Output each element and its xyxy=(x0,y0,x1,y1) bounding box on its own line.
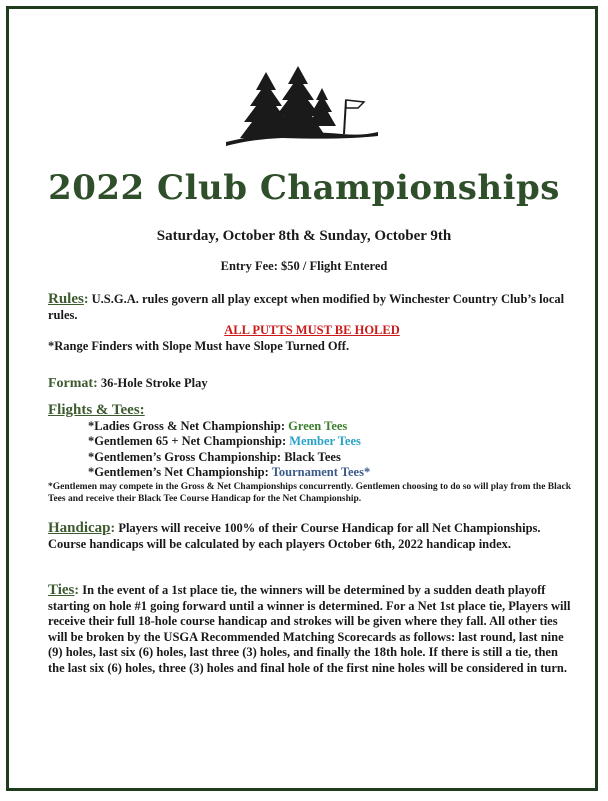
rules-text: U.S.G.A. rules govern all play except when modified by Winchester Country Club’s local rules. xyxy=(48,292,565,322)
format-section xyxy=(48,376,576,392)
flight-item: *Ladies Gross & Net Championship: Green Tees xyxy=(88,418,348,433)
ties-heading: Ties xyxy=(48,582,75,598)
pine-trees-flag-logo-icon xyxy=(222,62,382,148)
flights-section xyxy=(48,403,576,505)
flight-item: *Gentlemen 65 + Net Championship: Member Tees xyxy=(88,434,361,448)
range-finders-note: *Range Finders with Slope Must have Slope Turned Off. xyxy=(48,338,350,353)
page-title: 2022 Club Championships xyxy=(48,168,560,208)
flight-tee: Member Tees xyxy=(289,434,361,448)
format-text: 36-Hole Stroke Play xyxy=(100,376,208,390)
flight-item: *Gentlemen’s Net Championship: Tournament Tees* xyxy=(88,465,371,479)
putts-notice: ALL PUTTS MUST BE HOLED xyxy=(224,323,400,337)
flight-item: *Gentlemen’s Gross Championship: Black Tees xyxy=(88,449,341,464)
flights-note: *Gentlemen may compete in the Gross & Net Championships concurrently. Gentlemen choosing to do so will play from the Black Tees and receive their Black Tee Course Handicap for the Net Championship. xyxy=(48,481,572,504)
entry-fee: Entry Fee: $50 / Flight Entered xyxy=(220,259,388,273)
flight-tee: Green Tees xyxy=(288,418,348,433)
handicap-text: Players will receive 100% of their Course Handicap for all Net Championships. Course handicaps will be calculated by each players October 6th, 2022 handicap index. xyxy=(48,521,541,551)
flights-heading: Flights & Tees: xyxy=(48,402,145,418)
rules-section: Rules: U.S.G.A. rules govern all play except when modified by Winchester Country Club’s local rules. ALL PUTTS MUST BE HOLED *Range Finders with Slope Must have Slope Turned Off. xyxy=(48,292,576,354)
handicap-heading: Handicap xyxy=(48,520,111,536)
ties-text: In the event of a 1st place tie, the winners will be determined by a sudden death playoff starting on hole #1 going forward until a winner is determined. For a Net 1st place tie, Players will receive their full 18-hole course handicap and strokes will be given where they fall. All other ties will be broken by the USGA Recommended Matching Scorecards as follows: last round, last nine (9) holes, last six (6) holes, last three (3) holes, and finally the 18th hole. If there is still a tie, then the last six (6) holes, three (3) holes and final hole of the first nine holes will be considered in turn. xyxy=(48,583,571,675)
rules-heading: Rules xyxy=(48,291,84,307)
flight-tee: Black Tees xyxy=(284,449,341,464)
ties-section: Ties: In the event of a 1st place tie, the winners will be determined by a sudden death playoff starting on hole #1 going forward until a winner is determined. For a Net 1st place tie, Players will receive their full 18-hole course handicap and strokes will be given where they fall. All other ties will be broken by the USGA Recommended Matching Scorecards as follows: last round, last nine (9) holes, last six (6) holes, last three (3) holes, and finally the 18th hole. If there is still a tie, then the last six (6) holes, three (3) holes and final hole of the first nine holes will be considered in turn. xyxy=(48,582,571,675)
event-dates: Saturday, October 8th & Sunday, October 9th xyxy=(156,228,452,244)
format-heading: Format: xyxy=(48,376,98,391)
handicap-section: Handicap: Players will receive 100% of their Course Handicap for all Net Championships. Course handicaps will be calculated by each players October 6th, 2022 handicap index. xyxy=(48,520,541,551)
flight-tee: Tournament Tees* xyxy=(271,465,371,479)
